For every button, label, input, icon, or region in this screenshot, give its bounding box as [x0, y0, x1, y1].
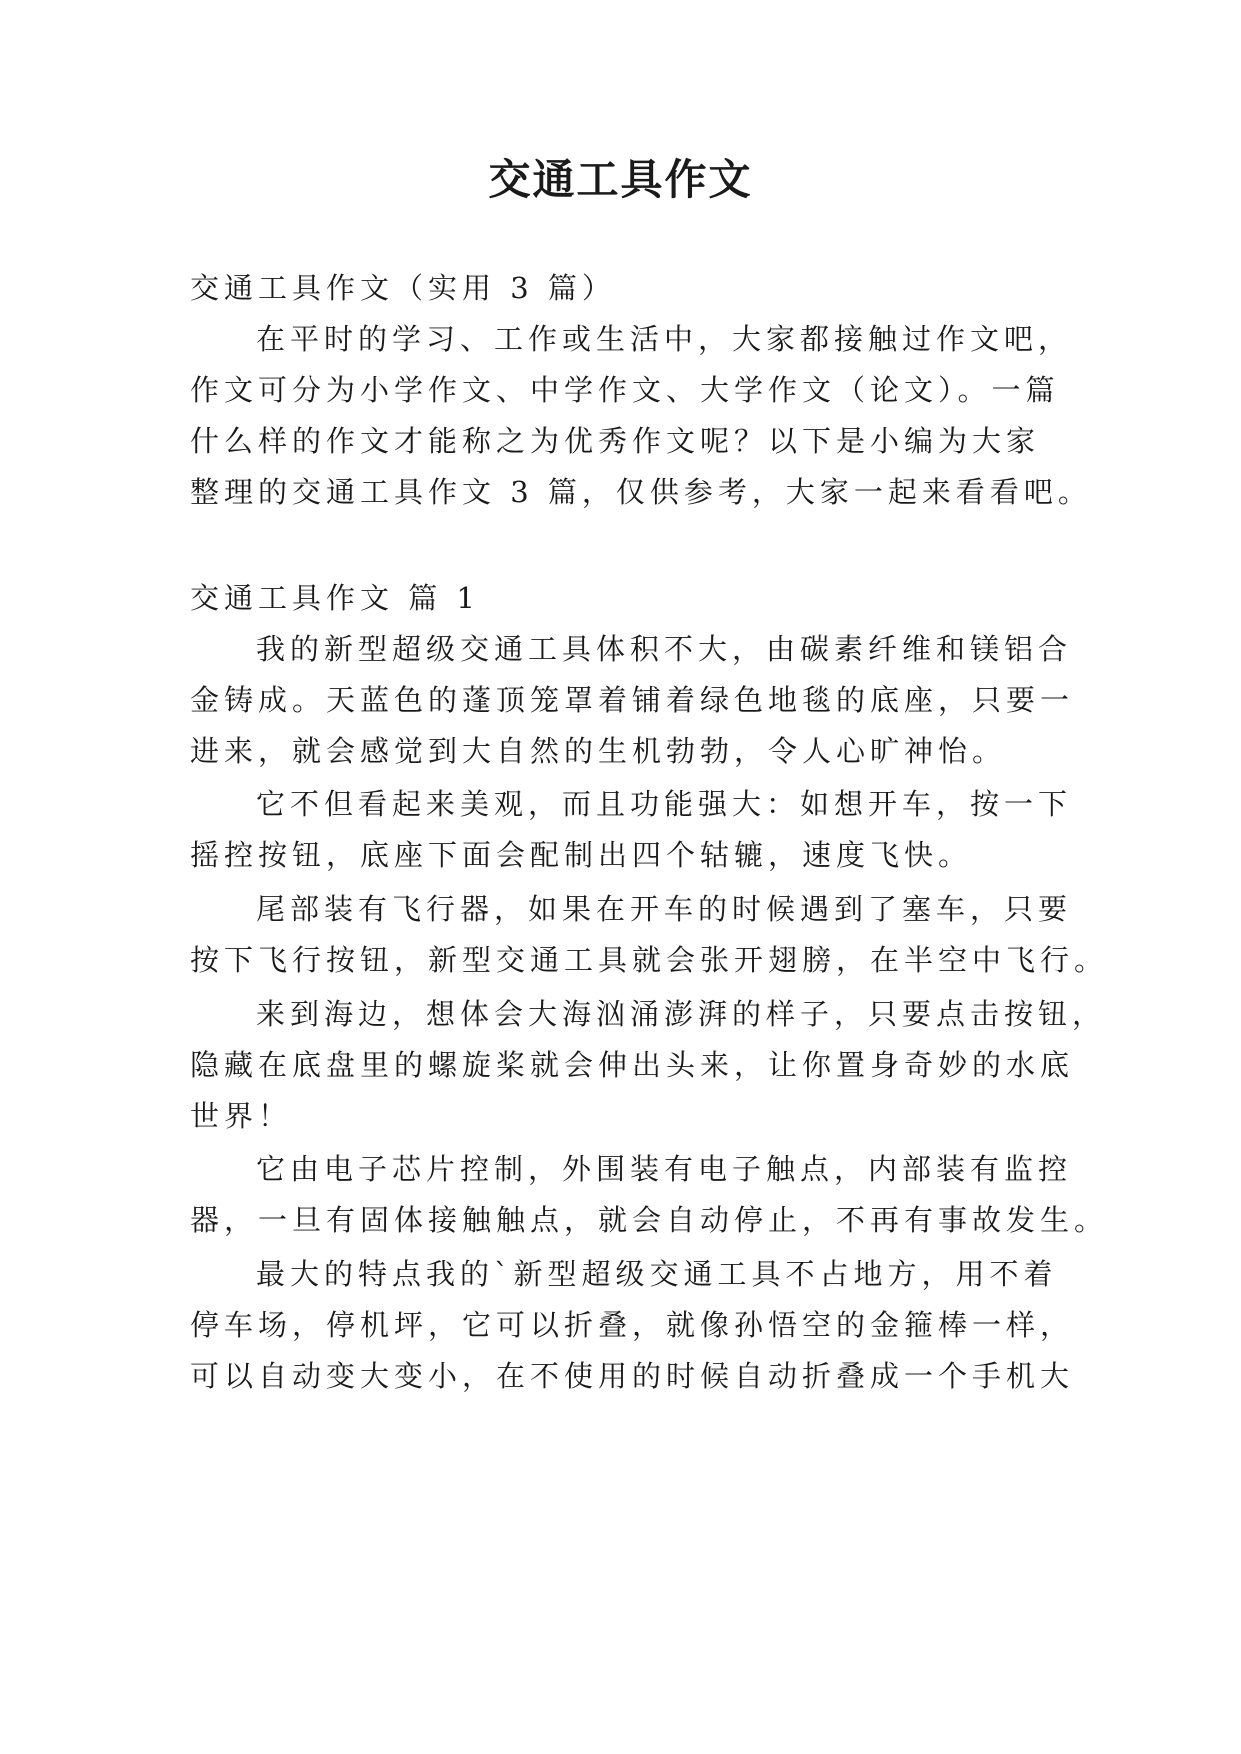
text-line: 它不但看起来美观，而且功能强大：如想开车，按一下	[256, 787, 1073, 821]
text-line: 来到海边，想体会大海汹涌澎湃的样子，只要点击按钮，	[256, 997, 1107, 1031]
text-line: 整理的交通工具作文 3 篇，仅供参考，大家一起来看看吧。	[190, 475, 1092, 509]
text-line: 金铸成。天蓝色的蓬顶笼罩着铺着绿色地毯的底座，只要一	[190, 683, 1075, 717]
text-line: 隐藏在底盘里的螺旋桨就会伸出头来，让你置身奇妙的水底	[190, 1048, 1075, 1082]
text-line: 尾部装有飞行器，如果在开车的时候遇到了塞车，只要	[256, 892, 1073, 926]
text-line: 进来，就会感觉到大自然的生机勃勃，令人心旷神怡。	[190, 734, 1007, 768]
text-line: 在平时的学习、工作或生活中，大家都接触过作文吧，	[256, 322, 1073, 356]
text-line: 可以自动变大变小，在不使用的时候自动折叠成一个手机大	[190, 1359, 1075, 1393]
text-line: 我的新型超级交通工具体积不大，由碳素纤维和镁铝合	[256, 632, 1073, 666]
text-line: 它由电子芯片控制，外围装有电子触点，内部装有监控	[256, 1152, 1073, 1186]
text-line: 最大的特点我的`新型超级交通工具不占地方，用不着	[256, 1257, 1058, 1291]
document-title: 交通工具作文	[488, 155, 753, 204]
text-line: 摇控按钮，底座下面会配制出四个轱辘，速度飞快。	[190, 838, 973, 872]
text-line: 什么样的作文才能称之为优秀作文呢？以下是小编为大家	[190, 424, 1041, 458]
text-line: 器，一旦有固体接触触点，就会自动停止，不再有事故发生。	[190, 1203, 1109, 1237]
text-line: 按下飞行按钮，新型交通工具就会张开翅膀，在半空中飞行。	[190, 943, 1109, 977]
section-heading: 交通工具作文 篇 1	[190, 581, 480, 615]
document-subtitle: 交通工具作文（实用 3 篇）	[190, 271, 616, 305]
text-line: 世界！	[190, 1099, 293, 1133]
text-line: 停车场，停机坪，它可以折叠，就像孙悟空的金箍棒一样，	[190, 1308, 1075, 1342]
text-line: 作文可分为小学作文、中学作文、大学作文（论文）。一篇	[190, 373, 1060, 407]
